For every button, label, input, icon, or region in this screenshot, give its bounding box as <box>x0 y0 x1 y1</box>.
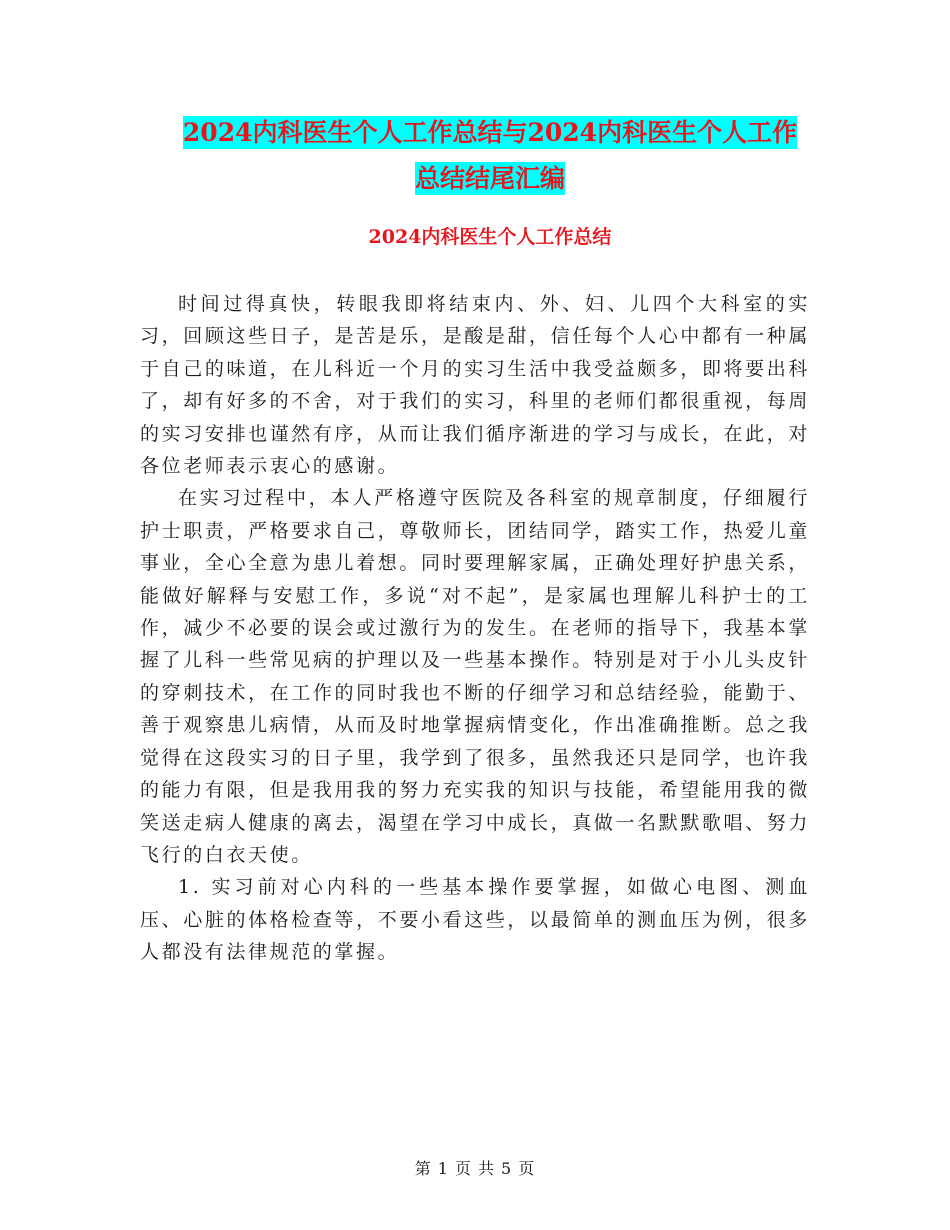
footer-total-pages: 5 <box>501 1159 513 1178</box>
footer-page-number: 1 <box>437 1159 449 1178</box>
document-title <box>140 110 840 202</box>
document-title-line-2: 总结结尾汇编 <box>414 164 565 193</box>
paragraph-2: 在实习过程中，本人严格遵守医院及各科室的规章制度，仔细履行护士职责，严格要求自己，尊敬师长，团结同学，踏实工作，热爱儿童事业，全心全意为患儿着想。同时要理解家属，正确处理好护患关系，能做好解释与安慰工作，多说“对不起”，是家属也理解儿科护士的工作，减少不必要的误会或过激行为的发生。在老师的指导下，我基本掌握了儿科一些常见病的护理以及一些基本操作。特别是对于小儿头皮针的穿刺技术，在工作的同时我也不断的仔细学习和总结经验，能勤于、善于观察患儿病情，从而及时地掌握病情变化，作出准确推断。总之我觉得在这段实习的日子里，我学到了很多，虽然我还只是同学，也许我的能力有限，但是我用我的努力充实我的知识与技能，希望能用我的微笑送走病人健康的离去，渴望在学习中成长，真做一名默默歌唱、努力飞行的白衣天使。 <box>140 487 810 866</box>
footer-prefix: 第 <box>414 1159 432 1178</box>
page-footer <box>0 1156 950 1179</box>
section-title: 2024内科医生个人工作总结 <box>368 226 612 248</box>
paragraph-3: 1. 实习前对心内科的一些基本操作要掌握，如做心电图、测血压、心脏的体格检查等，不要小看这些，以最简单的测血压为例，很多人都没有法律规范的掌握。 <box>140 876 810 964</box>
paragraph-1: 时间过得真快，转眼我即将结束内、外、妇、儿四个大科室的实习，回顾这些日子，是苦是乐，是酸是甜，信任每个人心中都有一种属于自己的味道，在儿科近一个月的实习生活中我受益颇多，即将要出科了，却有好多的不舍，对于我们的实习，科里的老师们都很重视，每周的实习安排也谨然有序，从而让我们循序渐进的学习与成长，在此，对各位老师表示衷心的感谢。 <box>140 293 810 478</box>
footer-suffix: 页 <box>518 1159 536 1178</box>
document-body <box>140 288 810 969</box>
document-title-line-1: 2024内科医生个人工作总结与2024内科医生个人工作 <box>182 118 798 147</box>
footer-middle: 页 共 <box>454 1159 496 1178</box>
